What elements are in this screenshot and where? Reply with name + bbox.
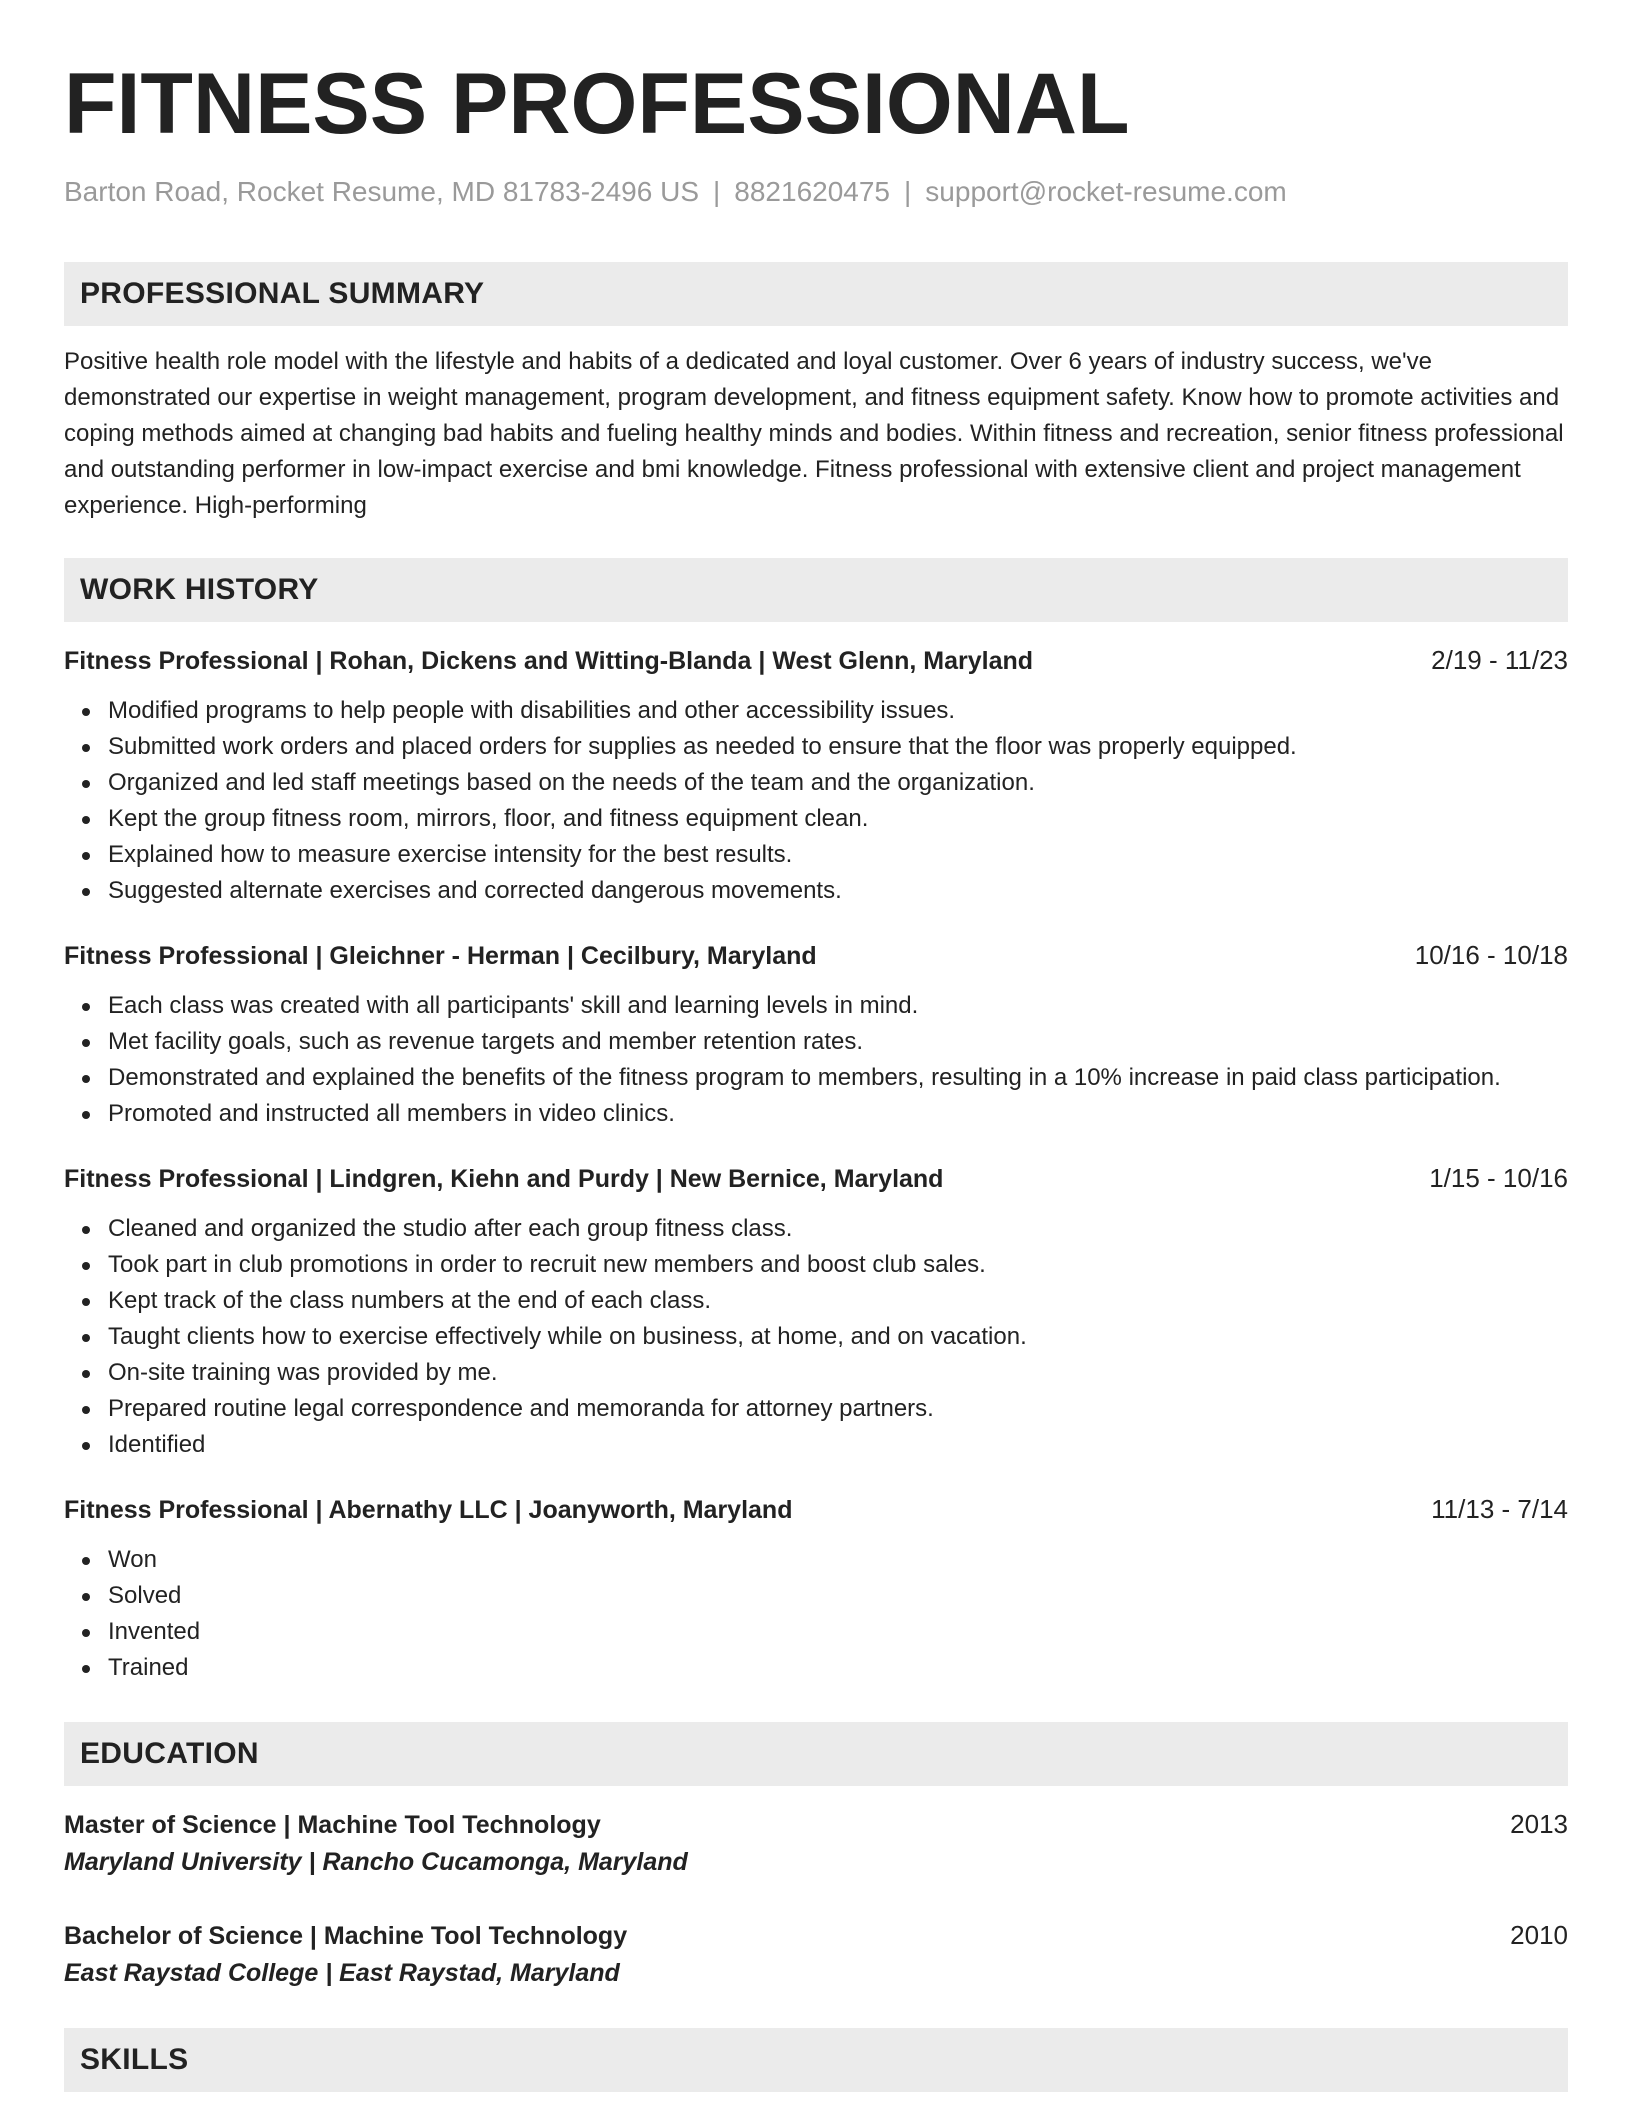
- job-title: Fitness Professional | Abernathy LLC | Joanyworth, Maryland: [64, 1496, 793, 1524]
- job-bullet: Modified programs to help people with disabilities and other accessibility issues.: [108, 693, 1568, 729]
- summary-text: Positive health role model with the lifestyle and habits of a dedicated and loyal customer. Over 6 years of industry success, we've demonstrated our expertise in weight management, program development, and fitness equipment safety. Know how to promote activities and coping methods aimed at changing bad habits and fueling healthy minds and bodies. Within fitness and recreation, senior fitness professional and outstanding performer in low-impact exercise and bmi knowledge. Fitness professional with extensive client and project management experience. High-performing: [64, 348, 1564, 519]
- job-bullets: [64, 1211, 1568, 1463]
- job-bullets: [64, 988, 1568, 1132]
- education-year: 2010: [1510, 1920, 1568, 1950]
- job-title: Fitness Professional | Gleichner - Herman | Cecilbury, Maryland: [64, 942, 817, 970]
- job-dates: 10/16 - 10/18: [1414, 940, 1568, 970]
- education-school: East Raystad College | East Raystad, Maryland: [64, 1959, 620, 1987]
- job-bullet: Invented: [108, 1614, 1568, 1650]
- job-bullet: Solved: [108, 1578, 1568, 1614]
- job-bullet: Each class was created with all participants' skill and learning levels in mind.: [108, 988, 1568, 1024]
- job-bullet: Submitted work orders and placed orders for supplies as needed to ensure that the floor was properly equipped.: [108, 729, 1568, 765]
- job-bullet: Demonstrated and explained the benefits of the fitness program to members, resulting in a 10% increase in paid class participation.: [108, 1060, 1568, 1096]
- job-header: [64, 1491, 1568, 1528]
- job-header: [64, 937, 1568, 974]
- job-bullet: Prepared routine legal correspondence and memoranda for attorney partners.: [108, 1391, 1568, 1427]
- job-title: Fitness Professional | Lindgren, Kiehn and Purdy | New Bernice, Maryland: [64, 1165, 944, 1193]
- education-header: [64, 1806, 1568, 1843]
- job-bullet: Explained how to measure exercise intensity for the best results.: [108, 837, 1568, 873]
- job-bullet: Won: [108, 1542, 1568, 1578]
- job-entry: [64, 1160, 1568, 1463]
- job-title: Fitness Professional | Rohan, Dickens and Witting-Blanda | West Glenn, Maryland: [64, 647, 1034, 675]
- job-bullets: [64, 693, 1568, 909]
- job-header: [64, 1160, 1568, 1197]
- job-bullets: [64, 1542, 1568, 1686]
- education-degree: Bachelor of Science | Machine Tool Technology: [64, 1922, 628, 1950]
- education-list: [64, 1806, 1568, 1992]
- job-bullet: Kept the group fitness room, mirrors, floor, and fitness equipment clean.: [108, 801, 1568, 837]
- contact-address: Barton Road, Rocket Resume, MD 81783-2496 US: [64, 176, 699, 207]
- resume-name: FITNESS PROFESSIONAL: [64, 56, 1130, 152]
- section-header-education: EDUCATION: [64, 1722, 1568, 1786]
- job-entry: [64, 642, 1568, 909]
- work-history-list: [64, 642, 1568, 1686]
- contact-phone: 8821620475: [734, 176, 891, 207]
- job-bullet: Taught clients how to exercise effectively while on business, at home, and on vacation.: [108, 1319, 1568, 1355]
- contact-line: [64, 174, 1568, 210]
- job-bullet: Organized and led staff meetings based on the needs of the team and the organization.: [108, 765, 1568, 801]
- job-dates: 11/13 - 7/14: [1431, 1494, 1568, 1524]
- job-bullet: Identified: [108, 1427, 1568, 1463]
- section-header-summary: PROFESSIONAL SUMMARY: [64, 262, 1568, 326]
- education-year: 2013: [1510, 1809, 1568, 1839]
- job-dates: 2/19 - 11/23: [1431, 645, 1568, 675]
- job-header: [64, 642, 1568, 679]
- job-bullet: Trained: [108, 1650, 1568, 1686]
- contact-separator: |: [713, 176, 721, 207]
- section-header-skills: SKILLS: [64, 2028, 1568, 2092]
- contact-email: support@rocket-resume.com: [925, 176, 1287, 207]
- education-header: [64, 1917, 1568, 1954]
- job-bullet: Kept track of the class numbers at the end of each class.: [108, 1283, 1568, 1319]
- education-entry: [64, 1806, 1568, 1881]
- job-dates: 1/15 - 10/16: [1429, 1163, 1568, 1193]
- job-entry: [64, 1491, 1568, 1686]
- job-bullet: On-site training was provided by me.: [108, 1355, 1568, 1391]
- job-bullet: Took part in club promotions in order to recruit new members and boost club sales.: [108, 1247, 1568, 1283]
- job-bullet: Cleaned and organized the studio after each group fitness class.: [108, 1211, 1568, 1247]
- job-bullet: Promoted and instructed all members in video clinics.: [108, 1096, 1568, 1132]
- job-bullet: Suggested alternate exercises and corrected dangerous movements.: [108, 873, 1568, 909]
- education-entry: [64, 1917, 1568, 1992]
- contact-separator: |: [904, 176, 912, 207]
- section-header-work-history: WORK HISTORY: [64, 558, 1568, 622]
- education-school: Maryland University | Rancho Cucamonga, Maryland: [64, 1848, 688, 1876]
- job-bullet: Met facility goals, such as revenue targets and member retention rates.: [108, 1024, 1568, 1060]
- education-degree: Master of Science | Machine Tool Technology: [64, 1811, 601, 1839]
- job-entry: [64, 937, 1568, 1132]
